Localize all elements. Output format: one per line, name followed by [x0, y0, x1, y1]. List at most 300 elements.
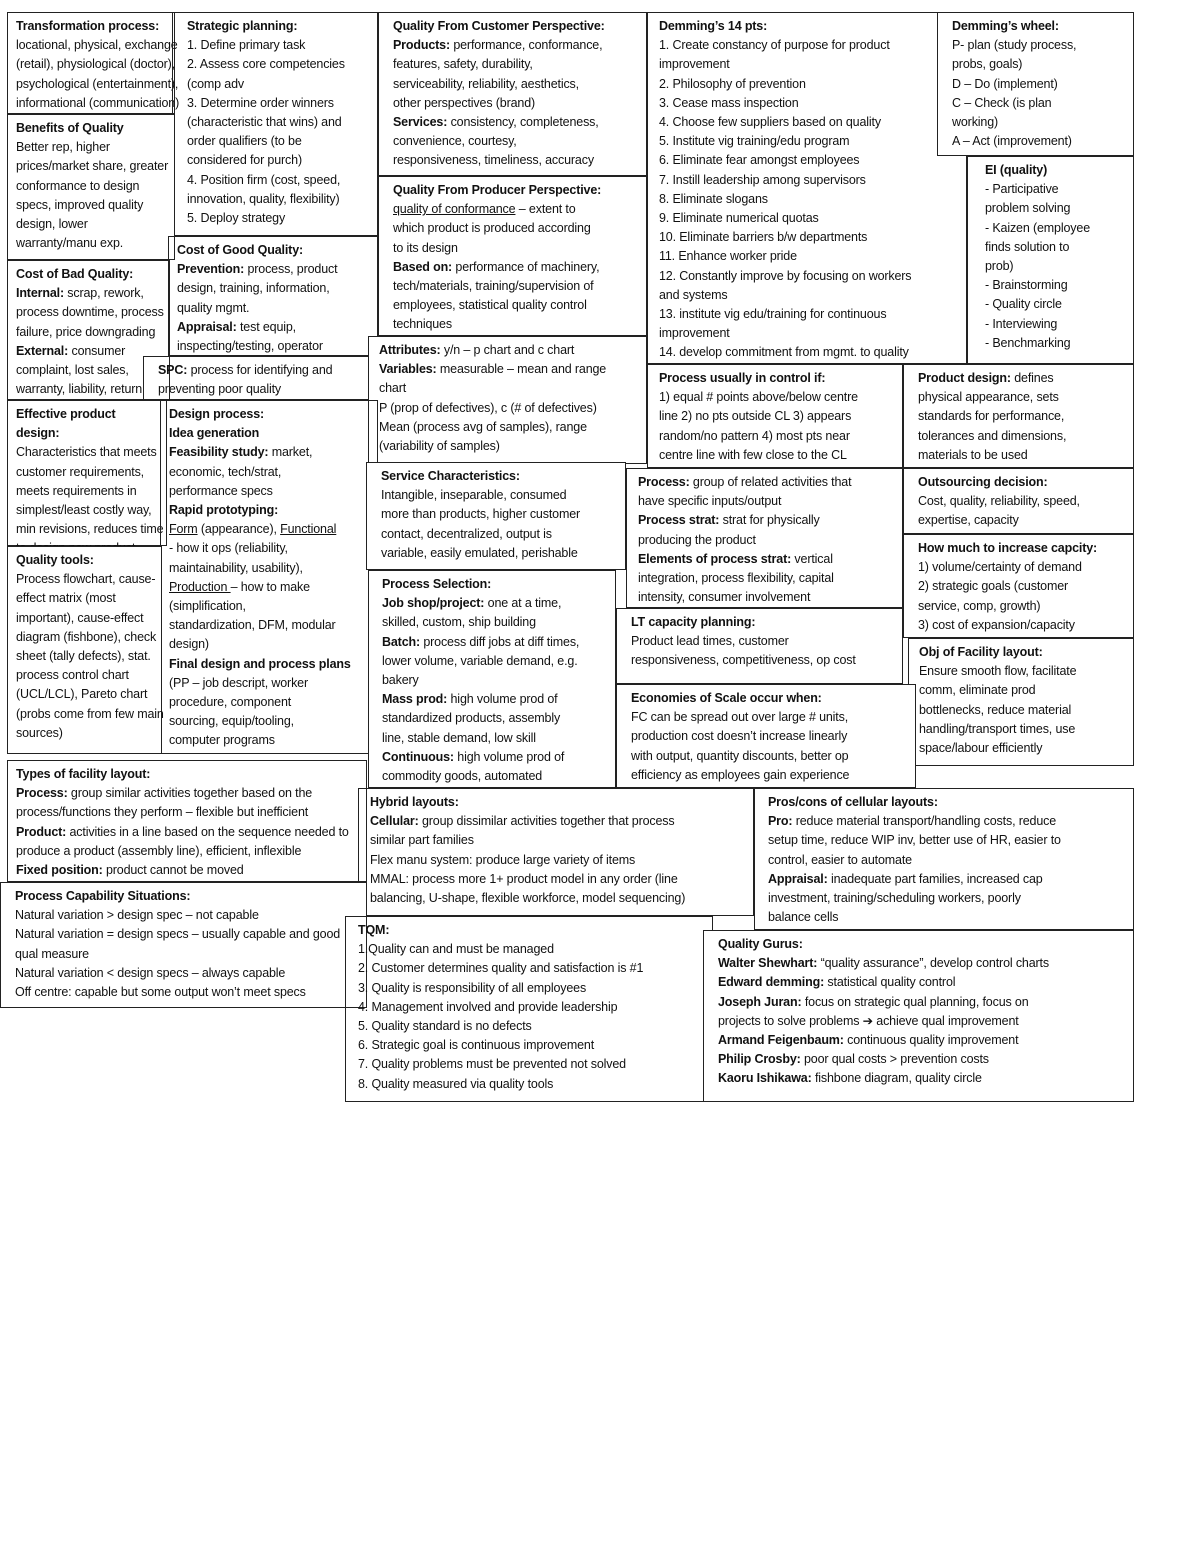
bold-label: Process: — [16, 786, 68, 801]
capacity-increase-box — [903, 534, 1134, 638]
text-line: 8. Quality measured via quality tools — [358, 1076, 554, 1091]
line-text: setup time, reduce WIP inv, better use of HR, easier to — [768, 833, 1061, 848]
text-line — [169, 463, 371, 482]
text-line — [16, 823, 360, 842]
line-text: – how to make — [230, 579, 310, 594]
line-text: complaint, lost sales, — [16, 363, 129, 378]
text-line — [177, 279, 371, 298]
text-line: 8. Eliminate slogans — [659, 191, 768, 206]
text-line: Intangible, inseparable, consumed — [381, 488, 567, 503]
lt-capacity-box — [616, 608, 903, 684]
text-line — [918, 369, 1127, 388]
line-text: standards for performance, — [918, 409, 1065, 424]
spc-box — [143, 356, 378, 400]
text-line — [718, 954, 1127, 973]
good-quality-cost-title: Cost of Good Quality: — [177, 243, 304, 257]
facility-types-title: Types of facility layout: — [16, 767, 151, 781]
text-line — [638, 473, 896, 492]
text-line: 2) strategic goals (customer — [918, 579, 1069, 594]
line-text: integration, process flexibility, capital — [638, 571, 834, 586]
bold-label: SPC: — [158, 363, 188, 377]
bold-label: Process: — [638, 475, 690, 489]
deming-14-title: Demming’s 14 pts: — [659, 19, 768, 33]
text-line: 5. Institute vig training/edu program — [659, 134, 850, 149]
quality-tools-title: Quality tools: — [16, 553, 94, 567]
process-selection-title: Process Selection: — [382, 577, 492, 591]
text-line: efficiency as employees gain experience — [631, 767, 850, 782]
text-line — [768, 812, 1127, 831]
bold-label: Product: — [16, 824, 67, 839]
text-line — [393, 296, 640, 315]
text-line: 10. Eliminate barriers b/w departments — [659, 230, 868, 245]
line-text: tech/materials, training/supervision of — [393, 279, 594, 294]
design-process-title: Design process: — [169, 407, 265, 421]
line-text: economic, tech/strat, — [169, 464, 282, 479]
text-line — [638, 511, 896, 530]
text-line: 4. Choose few suppliers based on quality — [659, 115, 881, 130]
line-text: performance of machinery, — [452, 259, 600, 274]
tqm-title: TQM: — [358, 923, 390, 937]
text-line — [169, 635, 371, 654]
effective-design-box — [7, 400, 167, 546]
text-line — [393, 75, 640, 94]
text-line — [177, 337, 371, 356]
line-text: “quality assurance”, develop control charts — [817, 956, 1049, 971]
text-line — [393, 132, 640, 151]
line-text: P (prop of defectives), c (# of defectives) — [379, 400, 597, 415]
line-text: (variability of samples) — [379, 439, 500, 454]
line-text: which product is produced according — [393, 221, 591, 236]
line-text: consumer — [68, 343, 126, 358]
text-line — [379, 360, 640, 379]
line-text: commodity goods, automated — [382, 769, 543, 784]
line-text: control, easier to automate — [768, 852, 912, 867]
text-line: - Brainstorming — [985, 278, 1068, 293]
line-text: lower volume, variable demand, e.g. — [382, 653, 578, 668]
text-line — [16, 842, 360, 861]
good-quality-cost-box — [168, 236, 378, 356]
text-line: Product lead times, customer — [631, 634, 789, 649]
text-line — [379, 418, 640, 437]
text-line: and systems — [659, 287, 728, 302]
economies-title: Economies of Scale occur when: — [631, 691, 822, 705]
line-text: poor qual costs > prevention costs — [800, 1052, 989, 1067]
text-line — [169, 712, 371, 731]
line-text: materials to be used — [918, 447, 1028, 462]
text-line — [382, 633, 609, 652]
text-line: A – Act (improvement) — [952, 134, 1072, 149]
cellular-pros-title: Pros/cons of cellular layouts: — [768, 795, 938, 809]
text-line: - Kaizen (employee — [985, 220, 1090, 235]
hybrid-box — [358, 788, 754, 916]
service-chars-box — [366, 462, 626, 570]
bold-label: Process strat: — [638, 513, 720, 528]
deming-wheel-title: Demming’s wheel: — [952, 19, 1059, 33]
bold-label: Edward demming: — [718, 975, 825, 990]
facility-obj-title: Obj of Facility layout: — [919, 645, 1043, 659]
text-line — [638, 492, 896, 511]
text-line: prob) — [985, 259, 1014, 274]
facility-types-box — [7, 760, 367, 882]
text-line: with output, quantity discounts, better op — [631, 748, 849, 763]
bold-label: Prevention: — [177, 262, 245, 277]
line-text: continuous quality improvement — [843, 1033, 1019, 1048]
line-text: standardized products, assembly — [382, 711, 561, 726]
text-line — [393, 36, 640, 55]
gurus-title: Quality Gurus: — [718, 937, 803, 951]
text-line — [16, 284, 163, 303]
line-text: high volume prod of — [447, 692, 558, 707]
text-line: expertise, capacity — [918, 513, 1019, 528]
text-line: specs, improved quality — [16, 197, 144, 212]
tqm-box — [345, 916, 713, 1102]
line-text: scrap, rework, — [63, 286, 144, 301]
line-text: features, safety, durability, — [393, 57, 533, 72]
bold-label: Fixed position: — [16, 863, 103, 878]
customer-perspective-box — [378, 12, 647, 176]
text-line — [158, 361, 371, 380]
line-text: bakery — [382, 673, 419, 688]
text-line — [382, 652, 609, 671]
text-line: production cost doesn’t increase linearly — [631, 729, 848, 744]
line-text: sourcing, equip/tooling, — [169, 714, 294, 729]
underlined-term: Form — [169, 522, 198, 537]
text-line — [169, 501, 371, 520]
text-line — [393, 219, 640, 238]
text-line: customer requirements, — [16, 464, 144, 479]
line-text: serviceability, reliability, aesthetics, — [393, 76, 579, 91]
text-line — [16, 323, 163, 342]
text-line: qual measure — [15, 946, 89, 961]
text-line — [370, 851, 747, 870]
text-line: simplest/least costly way, — [16, 503, 152, 518]
text-line — [382, 671, 609, 690]
producer-perspective-box — [378, 176, 647, 336]
text-line: - Interviewing — [985, 316, 1058, 331]
text-line: 2. Customer determines quality and satisfaction is #1 — [358, 961, 644, 976]
cellular-pros-box — [754, 788, 1134, 930]
text-line — [16, 380, 163, 399]
bold-label: Cellular: — [370, 814, 419, 829]
hybrid-title: Hybrid layouts: — [370, 795, 459, 809]
text-line: random/no pattern 4) most pts near — [659, 428, 850, 443]
text-line — [16, 861, 360, 880]
line-text: responsiveness, timeliness, accuracy — [393, 153, 594, 168]
line-text: fishbone diagram, quality circle — [811, 1071, 982, 1086]
text-line: 1. Create constancy of purpose for product — [659, 38, 890, 53]
text-line — [382, 767, 609, 786]
text-line: Natural variation = design specs – usually capable and good — [15, 927, 341, 942]
line-text: procedure, component — [169, 695, 292, 710]
text-line: 1) equal # points above/below centre — [659, 390, 858, 405]
text-line — [169, 443, 371, 462]
text-line — [16, 303, 163, 322]
strategic-planning-box — [172, 12, 378, 236]
text-line — [379, 437, 640, 456]
text-line: Natural variation > design spec – not capable — [15, 908, 259, 923]
text-line — [393, 239, 640, 258]
bold-label: Mass prod: — [382, 692, 448, 707]
line-text: failure, price downgrading — [16, 324, 156, 339]
text-line — [177, 299, 371, 318]
line-text: employees, statistical quality control — [393, 298, 587, 313]
economies-box — [616, 684, 916, 788]
line-text: (PP – job descript, worker — [169, 675, 308, 690]
text-line — [768, 831, 1127, 850]
text-line — [16, 803, 360, 822]
bold-label: Kaoru Ishikawa: — [718, 1071, 812, 1086]
line-text: investment, training/scheduling workers, poorly — [768, 891, 1021, 906]
text-line: - Benchmarking — [985, 335, 1071, 350]
text-line: more than products, higher customer — [381, 507, 581, 522]
text-line: 6. Strategic goal is continuous improvement — [358, 1038, 595, 1053]
line-text: – extent to — [515, 202, 576, 217]
line-text: intensity, consumer involvement — [638, 590, 811, 605]
process-strat-box — [626, 468, 903, 608]
text-line — [638, 588, 896, 607]
text-line — [169, 482, 371, 501]
text-line: 5. Deploy strategy — [187, 211, 286, 226]
line-text: vertical — [791, 551, 833, 566]
line-text: process/functions they perform – flexible but inefficient — [16, 805, 309, 820]
text-line — [169, 424, 371, 443]
text-line: finds solution to — [985, 239, 1070, 254]
text-line — [393, 94, 640, 113]
outsourcing-title: Outsourcing decision: — [918, 475, 1048, 489]
line-text: process, product — [244, 262, 338, 277]
text-line — [393, 258, 640, 277]
text-line: considered for purch) — [187, 153, 302, 168]
ei-title: EI (quality) — [985, 163, 1048, 177]
service-chars-title: Service Characteristics: — [381, 469, 520, 483]
bad-quality-cost-title: Cost of Bad Quality: — [16, 267, 134, 281]
text-line — [768, 870, 1127, 889]
line-text: market, — [268, 445, 313, 460]
text-line: sheet (tally defects), stat. — [16, 649, 151, 664]
text-line: 3. Cease mass inspection — [659, 95, 799, 110]
underlined-term: Functional — [280, 522, 337, 537]
line-text: statistical quality control — [824, 975, 956, 990]
text-line — [382, 709, 609, 728]
line-text: MMAL: process more 1+ product model in any order (line — [370, 871, 678, 886]
text-line — [16, 342, 163, 361]
text-line: FC can be spread out over large # units, — [631, 710, 849, 725]
gurus-box — [703, 930, 1134, 1102]
text-line: 14. develop commitment from mgmt. to quality — [659, 345, 909, 360]
line-text: strat for physically — [719, 513, 820, 528]
line-text: balance cells — [768, 910, 839, 925]
text-line: 7. Instill leadership among supervisors — [659, 172, 866, 187]
text-line — [718, 1050, 1127, 1069]
bold-label: Walter Shewhart: — [718, 956, 818, 971]
bold-label: Attributes: — [379, 343, 441, 357]
text-line — [382, 690, 609, 709]
line-text: balancing, U-shape, flexible workforce, model sequencing) — [370, 891, 686, 906]
attributes-box — [368, 336, 647, 464]
benefits-title: Benefits of Quality — [16, 121, 124, 135]
text-line: comm, eliminate prod — [919, 683, 1036, 698]
text-line: Ensure smooth flow, facilitate — [919, 664, 1077, 679]
text-line: sources) — [16, 725, 63, 740]
text-line: (retail), physiological (doctor), — [16, 57, 175, 72]
text-line — [169, 597, 371, 616]
text-line: Cost, quality, reliability, speed, — [918, 494, 1080, 509]
line-text: high volume prod of — [453, 749, 565, 764]
text-line: 13. institute vig edu/training for continuous — [659, 307, 887, 322]
bold-label: Pro: — [768, 814, 793, 829]
outsourcing-box — [903, 468, 1134, 534]
text-line — [158, 380, 371, 399]
text-line: service, comp, growth) — [918, 598, 1041, 613]
text-line: 3. Determine order winners — [187, 95, 334, 110]
bold-label: Elements of process strat: — [638, 551, 792, 566]
line-text: design, training, information, — [177, 281, 330, 296]
text-line — [393, 151, 640, 170]
text-line — [718, 1069, 1127, 1088]
text-line: problem solving — [985, 201, 1071, 216]
capability-title: Process Capability Situations: — [15, 889, 191, 903]
text-line: Off centre: capable but some output won’t meet specs — [15, 985, 306, 1000]
in-control-title: Process usually in control if: — [659, 371, 826, 385]
text-line: responsiveness, competitiveness, op cost — [631, 653, 856, 668]
text-line: (characteristic that wins) and — [187, 115, 342, 130]
line-text: maintainability, usability), — [169, 560, 303, 575]
text-line — [393, 113, 640, 132]
bold-label: Internal: — [16, 286, 64, 301]
text-line — [718, 1012, 1127, 1031]
text-line — [393, 277, 640, 296]
bold-label: Feasibility study: — [169, 445, 269, 460]
text-line: 7. Quality problems must be prevented not solved — [358, 1057, 626, 1072]
text-line — [718, 993, 1127, 1012]
text-line: line 2) no pts outside CL 3) appears — [659, 409, 852, 424]
text-line — [393, 200, 640, 219]
bold-label: Products: — [393, 38, 450, 53]
text-line — [638, 550, 896, 569]
text-line: prices/market share, greater — [16, 159, 169, 174]
text-line: process control chart — [16, 668, 129, 683]
text-line — [169, 731, 371, 750]
text-line: innovation, quality, flexibility) — [187, 191, 340, 206]
line-text: convenience, courtesy, — [393, 134, 517, 149]
line-text: y/n – p chart and c chart — [440, 343, 575, 357]
text-line — [393, 55, 640, 74]
line-text: process downtime, process — [16, 305, 164, 320]
bold-label: Appraisal: — [177, 319, 237, 334]
line-text: group dissimilar activities together that process — [418, 814, 675, 829]
line-text: focus on strategic qual planning, focus on — [801, 994, 1029, 1009]
text-line: - Participative — [985, 182, 1059, 197]
text-line — [379, 399, 640, 418]
line-text: tolerances and dimensions, — [918, 428, 1067, 443]
text-line — [379, 341, 640, 360]
in-control-box — [647, 364, 903, 468]
text-line: P- plan (study process, — [952, 38, 1077, 53]
text-line: Better rep, higher — [16, 140, 110, 155]
text-line: Process flowchart, cause- — [16, 572, 156, 587]
strategic-planning-title: Strategic planning: — [187, 19, 298, 33]
line-text: Mean (process avg of samples), range — [379, 419, 587, 434]
text-line — [169, 520, 371, 539]
bold-label: Joseph Juran: — [718, 994, 802, 1009]
text-line — [382, 594, 609, 613]
text-line: improvement — [659, 326, 730, 341]
line-text: to its design — [393, 240, 458, 255]
lt-capacity-title: LT capacity planning: — [631, 615, 756, 629]
text-line — [918, 388, 1127, 407]
text-line: 1) volume/certainty of demand — [918, 560, 1082, 575]
text-line: centre line with few close to the CL — [659, 447, 847, 462]
producer-perspective-title: Quality From Producer Perspective: — [393, 183, 602, 197]
quality-tools-box — [7, 546, 162, 754]
line-text: consistency, completeness, — [447, 115, 599, 130]
bold-label: Product design: — [918, 371, 1011, 385]
text-line: conformance to design — [16, 178, 140, 193]
text-line: 9. Eliminate numerical quotas — [659, 211, 819, 226]
text-line: probs, goals) — [952, 57, 1023, 72]
text-line: 3) cost of expansion/capacity — [918, 617, 1075, 632]
line-text: projects to solve problems ➔ achieve qual improvement — [718, 1013, 1019, 1028]
line-text: have specific inputs/output — [638, 494, 782, 509]
text-line: 11. Enhance worker pride — [659, 249, 797, 264]
text-line — [918, 446, 1127, 465]
text-line — [370, 870, 747, 889]
line-text: techniques — [393, 317, 452, 332]
text-line: order qualifiers (to be — [187, 134, 302, 149]
text-line: 2. Philosophy of prevention — [659, 76, 806, 91]
design-process-box — [160, 400, 378, 754]
text-line — [169, 616, 371, 635]
line-text: physical appearance, sets — [918, 390, 1059, 405]
text-line: variable, easily emulated, perishable — [381, 545, 578, 560]
line-text: inspecting/testing, operator — [177, 339, 323, 354]
text-line: improvement — [659, 57, 730, 72]
text-line: min revisions, reduces time — [16, 522, 164, 537]
line-text: (simplification, — [169, 599, 246, 614]
bold-label: Services: — [393, 115, 448, 130]
line-text: skilled, custom, ship building — [382, 615, 536, 630]
effective-design-title: Effective product design: — [16, 407, 116, 441]
text-line: 2. Assess core competencies — [187, 57, 345, 72]
process-selection-box — [368, 570, 616, 788]
line-text: measurable – mean and range — [436, 362, 607, 377]
text-line — [718, 973, 1127, 992]
text-line — [169, 693, 371, 712]
text-line: working) — [952, 115, 999, 130]
text-line: 4. Management involved and provide leadership — [358, 999, 618, 1014]
text-line — [169, 539, 371, 558]
line-text: inadequate part families, increased cap — [827, 871, 1043, 886]
bold-label: Variables: — [379, 362, 437, 377]
text-line — [382, 748, 609, 767]
text-line — [16, 784, 360, 803]
text-line — [169, 578, 371, 597]
underlined-term: Production — [169, 579, 231, 594]
text-line — [768, 851, 1127, 870]
text-line — [382, 729, 609, 748]
text-line: design, lower — [16, 217, 88, 232]
bold-label: External: — [16, 343, 69, 358]
text-line: psychological (entertainment), — [16, 76, 179, 91]
text-line: important), cause-effect — [16, 610, 144, 625]
bold-label: Job shop/project: — [382, 596, 485, 611]
bold-label: Continuous: — [382, 749, 454, 764]
text-line: diagram (fishbone), check — [16, 629, 157, 644]
line-text: preventing poor quality — [158, 382, 282, 397]
line-text: product cannot be moved — [102, 863, 244, 878]
line-text: standardization, DFM, modular — [169, 618, 336, 633]
line-text: chart — [379, 381, 407, 396]
